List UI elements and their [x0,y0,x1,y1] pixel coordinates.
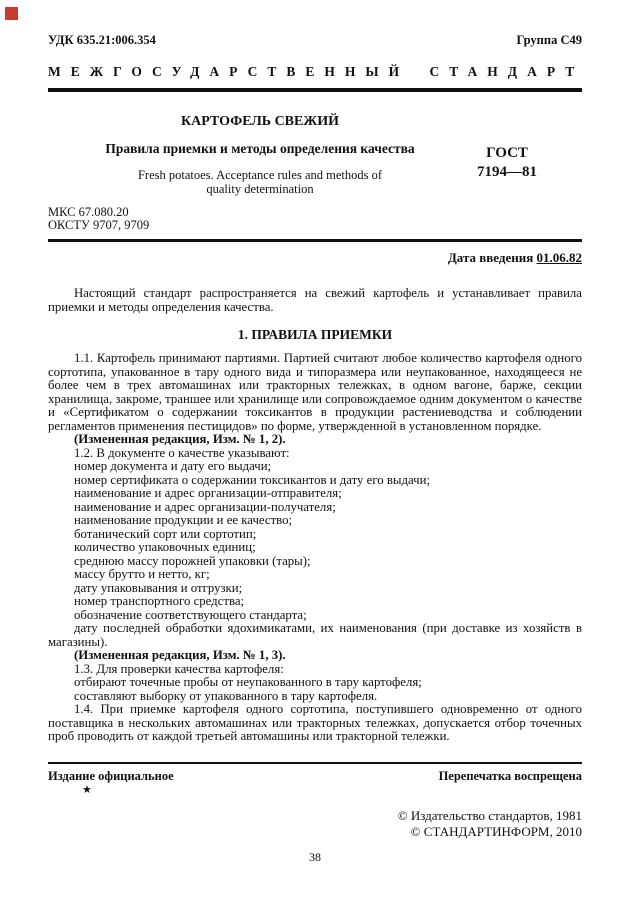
paragraph: (Измененная редакция, Изм. № 1, 3). [74,648,286,662]
paragraph: 1.1. Картофель принимают партиями. Партией считают любое количество картофеля одного сортотипа, упакованное в тару одного вида и типоразмера или неупакованное, находящееся не более чем в трех автомашинах или тракторных тележках, в одном вагоне, барже, секции хранилища, закроме, траншее или хранилище или сопровождаемое одним документом о качестве и «Сертификатом о содержании токсикантов в продукции растениеводства и соблюдении регламентов применения пестицидов» по форме, утвержденной в установленном порядке. [48,351,582,433]
date-value: 01.06.82 [536,250,582,265]
page-footer [48,762,582,840]
star-icon: ★ [82,784,92,796]
paragraph: Настоящий стандарт распространяется на свежий картофель и устанавливает правила приемки и методы определения качества. [48,286,582,314]
header-rule [48,88,582,92]
title-column [48,114,432,196]
gost-designation [432,114,582,196]
paragraph: номер сертификата о содержании токсикантов и дату его выдачи; [74,472,431,487]
paragraph: ботанический сорт или сортотип; [74,526,257,541]
codes-rule [48,239,582,242]
document-subtitle: Правила приемки и методы определения качества [105,141,415,156]
edition-note: Издание официальное [48,769,174,783]
okstu-code: ОКСТУ 9707, 9709 [48,218,150,232]
group-code: Группа С49 [516,33,582,47]
subtitle-en-line1: Fresh potatoes. Acceptance rules and methods of [137,168,383,182]
paragraph: составляют выборку от упакованного в тару картофеля. [74,688,378,703]
copyright-line2: © СТАНДАРТИНФОРМ, 2010 [410,824,582,839]
mks-code: МКС 67.080.20 [48,205,129,219]
document-title: КАРТОФЕЛЬ СВЕЖИЙ [181,114,339,129]
document-body [48,287,582,744]
paragraph: массу брутто и нетто, кг; [74,567,210,581]
section-heading: 1. ПРАВИЛА ПРИЕМКИ [237,327,393,342]
paragraph: среднюю массу порожней упаковки (тары); [74,553,311,568]
subtitle-en-line2: quality determination [206,181,314,196]
paragraph: номер документа и дату его выдачи; [74,459,272,473]
paragraph: 1.2. В документе о качестве указывают: [74,445,290,460]
red-corner-marker [5,7,18,20]
reprint-note: Перепечатка воспрещена [438,769,582,783]
gost-label: ГОСТ [486,145,528,161]
paragraph: отбирают точечные пробы от неупакованного в тару картофеля; [74,675,422,689]
paragraph: наименование и адрес организации-получателя; [74,499,336,514]
standard-type-heading: МЕЖГОСУДАРСТВЕННЫЙ СТАНДАРТ [48,64,585,79]
paragraph: (Измененная редакция, Изм. № 1, 2). [74,432,286,446]
footer-rule [48,762,582,764]
document-subtitle-en [88,169,432,196]
paragraph: 1.4. При приемке картофеля одного сортотипа, поступившего одновременно от одного поставщика в нескольких автомашинах или тракторных тележках, допускается отбор точечных проб проводить от каждой третьей автомашины или тракторной тележки. [48,702,582,743]
footer-row [48,769,582,783]
paragraph: номер транспортного средства; [74,594,245,608]
paragraph: 1.3. Для проверки качества картофеля: [74,661,284,676]
udk-code: УДК 635.21:006.354 [48,33,156,47]
paragraph: обозначение соответствующего стандарта; [74,607,307,622]
page-number: 38 [309,850,321,864]
gost-number: 7194—81 [477,164,537,180]
paragraph: наименование продукции и ее качество; [74,513,293,527]
paragraph: дату последней обработки ядохимикатами, их наименования (при доставке из хозяйств в магазины). [48,621,582,649]
title-block [48,114,582,196]
introduction-date [48,250,582,266]
codes-block [48,206,582,232]
copyright-block [48,808,582,840]
date-label: Дата введения [447,250,534,265]
paragraph: дату упаковывания и отгрузки; [74,580,243,595]
copyright-line1: © Издательство стандартов, 1981 [397,808,582,823]
classification-row [48,0,582,47]
paragraph: наименование и адрес организации-отправителя; [74,486,342,500]
paragraph: количество упаковочных единиц; [74,540,256,554]
